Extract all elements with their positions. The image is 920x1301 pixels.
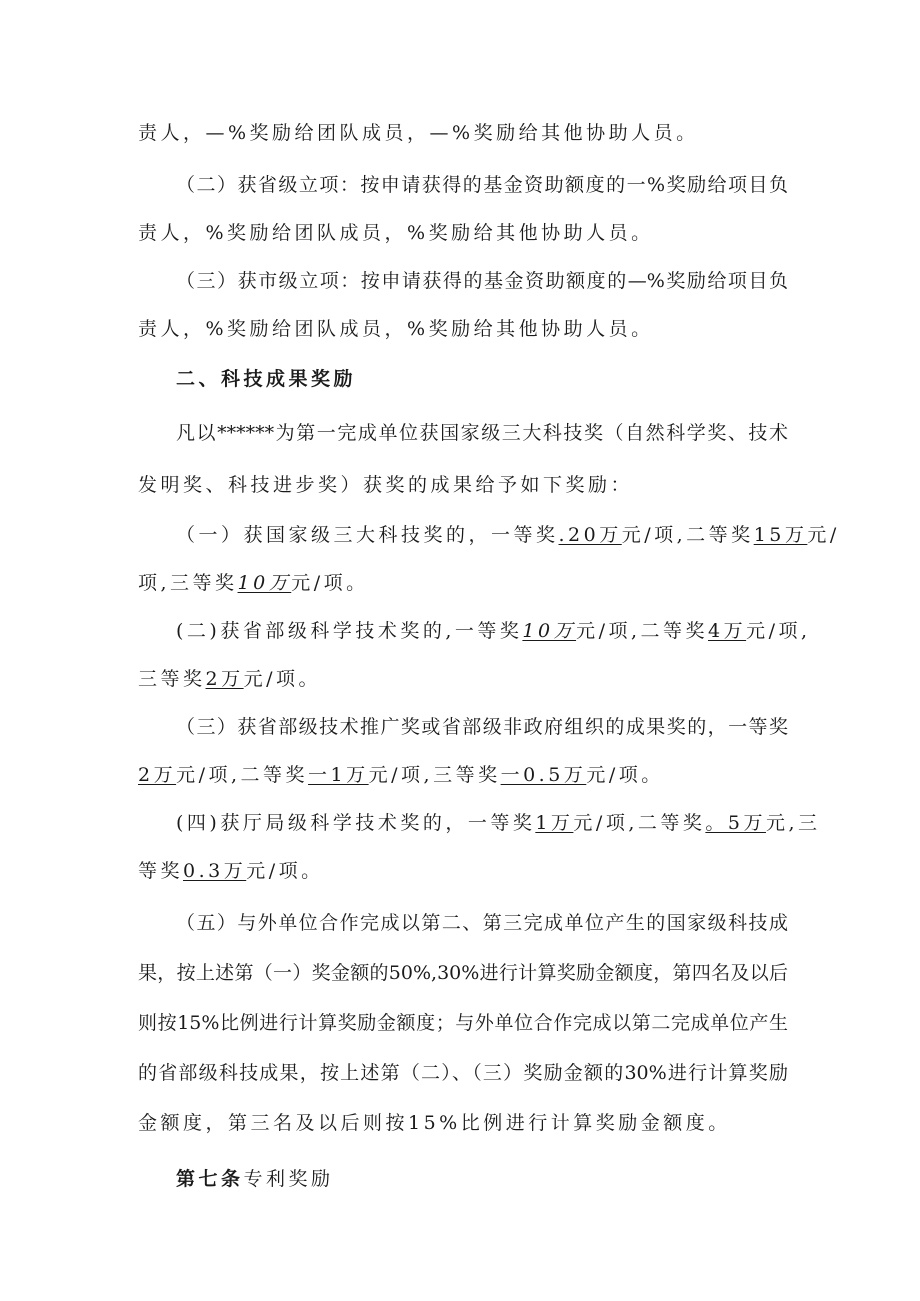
section-heading: 二、科技成果奖励 bbox=[176, 368, 357, 390]
paragraph-line: 金额度，第三名及以后则按15%比例进行计算奖励金额度。 bbox=[138, 1112, 731, 1134]
paragraph-line bbox=[176, 618, 811, 644]
paragraph-line: （三）获市级立项：按申请获得的基金资助额度的—%奖励给项目负 bbox=[176, 270, 788, 292]
text-run: 元/项,二等奖 bbox=[576, 620, 709, 642]
text-run: (二)获省部级科学技术奖的,一等奖 bbox=[176, 620, 523, 642]
text-run: 元/项,二等奖 bbox=[621, 524, 754, 546]
amount-underlined: .20万 bbox=[558, 524, 622, 546]
paragraph-line: 责人，%奖励给团队成员，%奖励给其他协助人员。 bbox=[138, 318, 654, 340]
amount-underlined: 1万 bbox=[535, 812, 574, 834]
amount-underlined: 4万 bbox=[708, 620, 747, 642]
paragraph-line: 发明奖、科技进步奖）获奖的成果给予如下奖励： bbox=[138, 474, 634, 496]
amount-underlined: 。5万 bbox=[705, 812, 766, 834]
paragraph-line: 凡以******为第一完成单位获国家级三大科技奖（自然科学奖、技术 bbox=[176, 422, 788, 444]
amount-underlined: 0.3万 bbox=[183, 860, 247, 882]
text-run: 项,三等奖 bbox=[138, 572, 238, 594]
text-run: 元/项, bbox=[746, 620, 811, 642]
text-run: 元/项,二等奖 bbox=[573, 812, 706, 834]
paragraph-line bbox=[138, 666, 788, 692]
text-run: 元/项,二等奖 bbox=[176, 764, 309, 786]
text-run: 元/项,三等奖 bbox=[368, 764, 501, 786]
text-run: 元/项。 bbox=[586, 764, 664, 786]
amount-underlined: 一0.5万 bbox=[500, 764, 587, 786]
text-run: （一）获国家级三大科技奖的，一等奖 bbox=[176, 524, 559, 546]
paragraph-line bbox=[138, 858, 788, 884]
paragraph-line: 则按15%比例进行计算奖励金额度；与外单位合作完成以第二完成单位产生 bbox=[138, 1012, 788, 1034]
paragraph-line bbox=[138, 570, 788, 596]
paragraph-line: 果，按上述第（一）奖金额的50%,30%进行计算奖励金额度，第四名及以后 bbox=[138, 962, 788, 984]
paragraph-line bbox=[176, 810, 821, 836]
article-title: 专利奖励 bbox=[243, 1168, 334, 1190]
amount-underlined: 10万 bbox=[522, 620, 577, 642]
amount-underlined: 一1万 bbox=[308, 764, 369, 786]
amount-underlined: 15万 bbox=[753, 524, 808, 546]
paragraph-line: 责人，—%奖励给团队成员，—%奖励给其他协助人员。 bbox=[138, 122, 699, 144]
text-run: 元/项。 bbox=[243, 668, 322, 690]
paragraph-line bbox=[176, 522, 840, 548]
paragraph-line bbox=[138, 762, 788, 788]
text-run: 元,三 bbox=[765, 812, 821, 834]
text-run: 元/ bbox=[807, 524, 840, 546]
paragraph-line: （二）获省级立项：按申请获得的基金资助额度的一%奖励给项目负 bbox=[176, 174, 788, 196]
text-run: 三等奖 bbox=[138, 668, 206, 690]
text-run: (四)获厅局级科学技术奖的，一等奖 bbox=[176, 812, 536, 834]
amount-underlined: 2万 bbox=[205, 668, 244, 690]
amount-underlined: 2万 bbox=[138, 764, 177, 786]
text-run: 等奖 bbox=[138, 860, 184, 882]
article-number: 第七条 bbox=[176, 1168, 244, 1190]
text-run: 元/项。 bbox=[291, 572, 369, 594]
paragraph-line: 的省部级科技成果，按上述第（二）、（三）奖励金额的30%进行计算奖励 bbox=[138, 1062, 788, 1084]
paragraph-line: 责人，%奖励给团队成员，%奖励给其他协助人员。 bbox=[138, 222, 654, 244]
paragraph-line: （五）与外单位合作完成以第二、第三完成单位产生的国家级科技成 bbox=[176, 912, 788, 934]
article-heading bbox=[176, 1166, 788, 1192]
amount-underlined: 10万 bbox=[237, 572, 292, 594]
paragraph-line: （三）获省部级技术推广奖或省部级非政府组织的成果奖的，一等奖 bbox=[176, 716, 788, 738]
text-run: 元/项。 bbox=[246, 860, 324, 882]
